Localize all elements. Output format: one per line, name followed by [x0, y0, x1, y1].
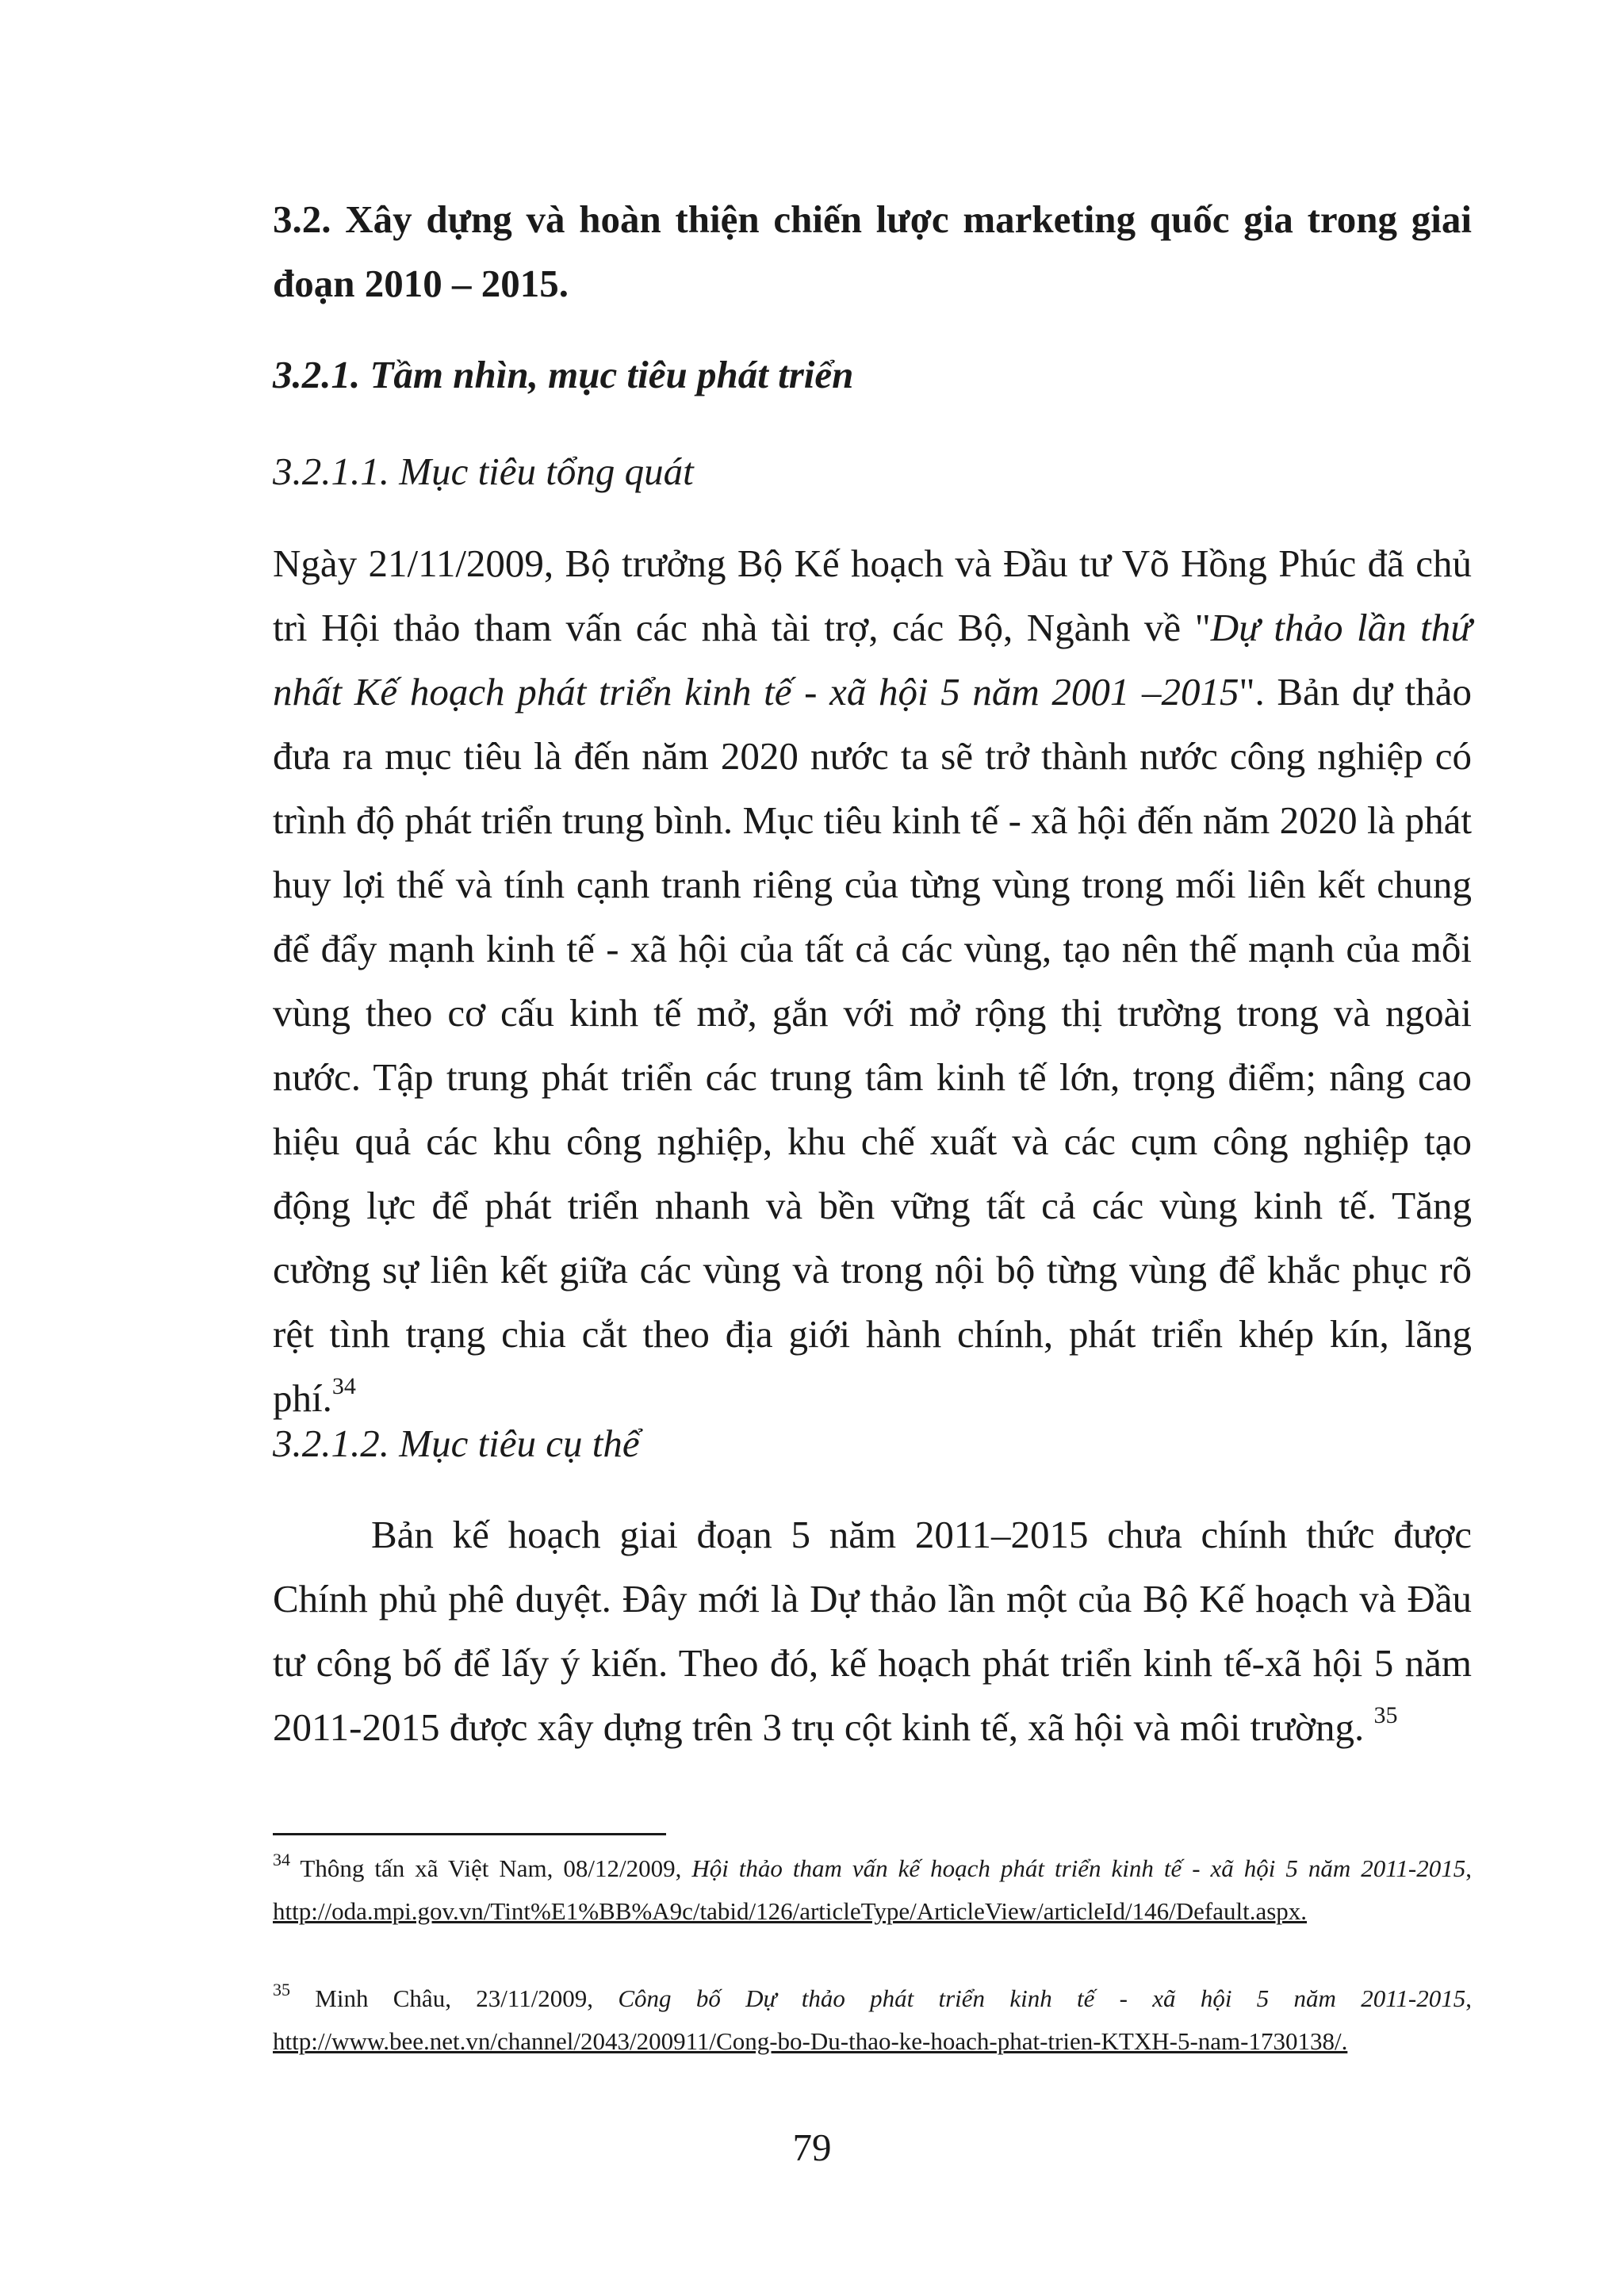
footnote-number: 34	[273, 1850, 290, 1869]
footnote-ref-34[interactable]: 34	[331, 1373, 356, 1399]
footnote-title: Công bố Dự thảo phát triển kinh tế - xã hội 5 năm 2011-2015	[618, 1984, 1466, 2012]
footnote-separator-text: ,	[1465, 1984, 1472, 2012]
section-heading: 3.2. Xây dựng và hoàn thiện chiến lược marketing quốc gia trong giai đoạn 2010 – 2015.	[273, 197, 1472, 305]
footnote-link[interactable]: http://www.bee.net.vn/channel/2043/200911/Cong-bo-Du-thao-ke-hoach-phat-trien-KTXH-5-nam-1730138/.	[273, 2027, 1348, 2055]
footnote-link[interactable]: , http://oda.mpi.gov.vn/Tint%E1%BB%A9c/tabid/126/articleType/ArticleView/articleId/146/Default.aspx.	[273, 1854, 1472, 1925]
paragraph-text: ". Bản dự thảo đưa ra mục tiêu là đến năm 2020 nước ta sẽ trở thành nước công nghiệp có trình độ phát triển trung bình. Mục tiêu kinh tế - xã hội đến năm 2020 là phát huy lợi thế và tính cạnh tranh riêng của từng vùng trong mối liên kết chung để đẩy mạnh kinh tế - xã hội của tất cả các vùng, tạo nên thế mạnh của mỗi vùng theo cơ cấu kinh tế mở, gắn với mở rộng thị trường trong và ngoài nước. Tập trung phát triển các trung tâm kinh tế lớn, trọng điểm; nâng cao hiệu quả các khu công nghiệp, khu chế xuất và các cụm công nghiệp tạo động lực để phát triển nhanh và bền vững tất cả các vùng kinh tế. Tăng cường sự liên kết giữa các vùng và trong nội bộ từng vùng để khắc phục rõ rệt tình trạng chia cắt theo địa giới hành chính, phát triển khép kín, lãng phí.	[273, 670, 1472, 1420]
footnote-number: 35	[273, 1980, 290, 1999]
footnote-author-date: Thông tấn xã Việt Nam, 08/12/2009,	[290, 1854, 692, 1882]
footnote-title: Hội thảo tham vấn kế hoạch phát triển kinh tế - xã hội 5 năm 2011-2015	[691, 1854, 1466, 1882]
footnote-author-date: Minh Châu, 23/11/2009,	[290, 1984, 619, 2012]
footnote-34	[273, 1847, 1472, 1933]
paragraph-general-objective	[273, 531, 1472, 1430]
footnote-35	[273, 1977, 1472, 2063]
subsection-heading: 3.2.1. Tầm nhìn, mục tiêu phát triển	[273, 353, 854, 396]
subsubsection-heading-2: 3.2.1.2. Mục tiêu cụ thể	[273, 1422, 640, 1465]
paragraph-specific-objective	[273, 1502, 1472, 1759]
subsubsection-heading-1: 3.2.1.1. Mục tiêu tổng quát	[273, 450, 694, 493]
footnote-ref-35[interactable]: 35	[1373, 1702, 1398, 1728]
italic-document-title: Dự thảo lần thứ nhất Kế hoạch phát triển kinh tế - xã hội 5 năm 2001 –2015	[273, 606, 1472, 714]
footnote-separator	[273, 1833, 666, 1835]
paragraph-text: Bản kế hoạch giai đoạn 5 năm 2011–2015 chưa chính thức được Chính phủ phê duyệt. Đây mới là Dự thảo lần một của Bộ Kế hoạch và Đầu tư công bố để lấy ý kiến. Theo đó, kế hoạch phát triển kinh tế-xã hội 5 năm 2011-2015 được xây dựng trên 3 trụ cột kinh tế, xã hội và môi trường.	[273, 1513, 1472, 1749]
paragraph-text: Ngày 21/11/2009, Bộ trưởng Bộ Kế hoạch và Đầu tư Võ Hồng Phúc đã chủ trì Hội thảo tham vấn các nhà tài trợ, các Bộ, Ngành về "	[273, 541, 1472, 649]
page-number: 79	[792, 2126, 832, 2169]
